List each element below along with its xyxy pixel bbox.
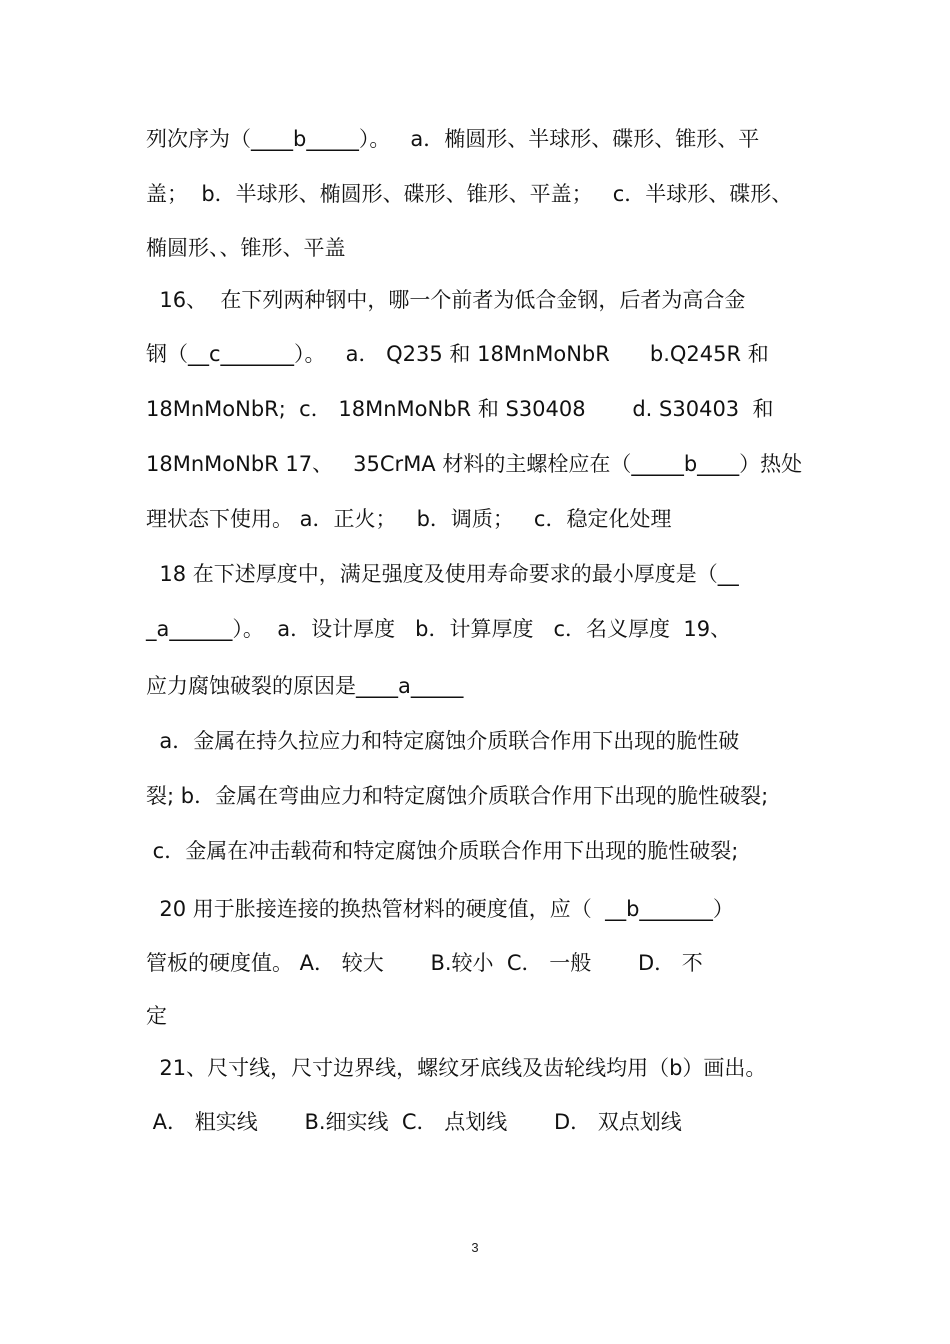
text-line: 列次序为（____b_____）。 a．椭圆形、半球形、碟形、锥形、平 [146,127,760,151]
text-line: 理状态下使用。 a．正火； b．调质； c．稳定化处理 [146,507,672,531]
text-line: 18MnMoNbR; c． 18MnMoNbR 和 S30408 d. S30403 和 [146,397,774,421]
text-line: a．金属在持久拉应力和特定腐蚀介质联合作用下出现的脆性破 [146,729,740,753]
text-line: 18 在下述厚度中，满足强度及使用寿命要求的最小厚度是（__ [146,562,739,586]
text-line: 21、尺寸线，尺寸边界线，螺纹牙底线及齿轮线均用（b）画出。 [146,1056,767,1080]
page-number: 3 [471,1240,479,1255]
text-line: 16、 在下列两种钢中，哪一个前者为低合金钢，后者为高合金 [146,288,746,312]
text-line: 椭圆形、、锥形、平盖 [146,236,346,260]
text-line: 20 用于胀接连接的换热管材料的硬度值，应（ __b_______） [146,897,734,921]
text-line: A． 粗实线 B.细实线 C． 点划线 D． 双点划线 [146,1110,682,1134]
text-line: 裂; b．金属在弯曲应力和特定腐蚀介质联合作用下出现的脆性破裂; [146,784,769,808]
text-line: 管板的硬度值。 A． 较大 B.较小 C． 一般 D． 不 [146,951,703,975]
text-line: 盖； b．半球形、椭圆形、碟形、锥形、平盖； c．半球形、碟形、 [146,182,793,206]
text-line: c．金属在冲击载荷和特定腐蚀介质联合作用下出现的脆性破裂; [146,839,739,863]
text-line: _a______）。 a．设计厚度 b．计算厚度 c．名义厚度 19、 [146,617,732,641]
text-line: 应力腐蚀破裂的原因是____a_____ [146,674,464,698]
text-line: 钢（__c_______）。 a． Q235 和 18MnMoNbR b.Q245R 和 [146,342,769,366]
text-line: 18MnMoNbR 17、 35CrMA 材料的主螺栓应在（_____b____）热处 [146,452,803,476]
text-line: 定 [146,1004,167,1028]
